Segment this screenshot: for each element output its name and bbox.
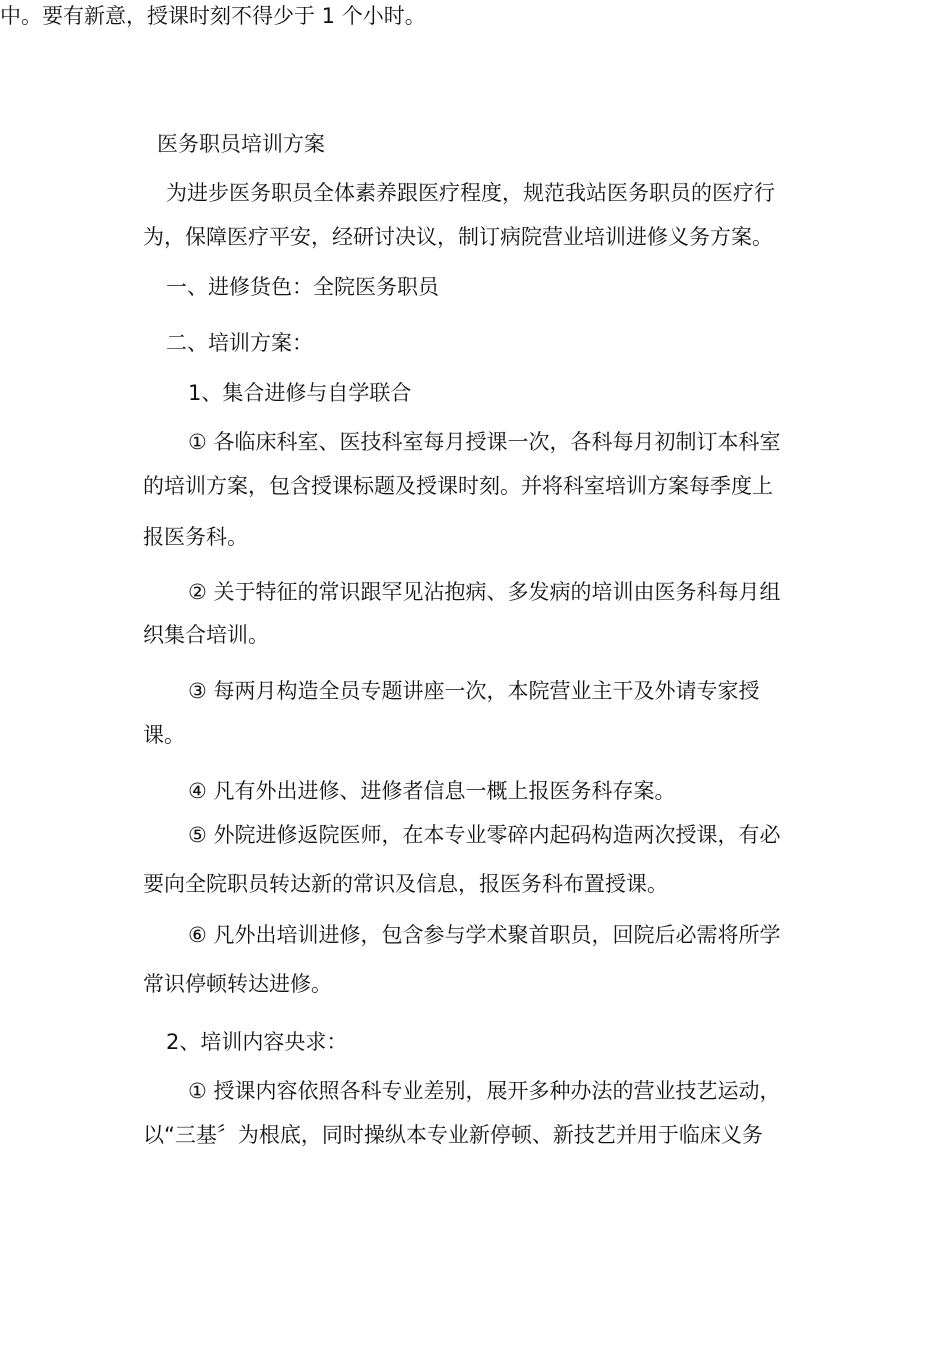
item-3-line-1: ③ 每两月构造全员专题讲座一次，本院营业主干及外请专家授 bbox=[188, 679, 760, 703]
intro-line-1: 为进步医务职员全体素养跟医疗程度，规范我站医务职员的医疗行 bbox=[166, 181, 775, 205]
item-1-line-3: 报医务科。 bbox=[143, 525, 248, 549]
doc-title: 医务职员培训方案 bbox=[157, 132, 325, 156]
item-1-line-1: ① 各临床科室、医技科室每月授课一次，各科每月初制订本科室 bbox=[188, 430, 781, 454]
item-6-line-2: 常识停顿转达进修。 bbox=[143, 972, 332, 996]
item-2-line-2: 织集合培训。 bbox=[143, 623, 269, 647]
item-7-line-2: 以“三基〞为根底，同时操纵本专业新停顿、新技艺并用于临床义务 bbox=[143, 1123, 763, 1147]
item-5-line-1: ⑤ 外院进修返院医师，在本专业零碎内起码构造两次授课，有必 bbox=[188, 823, 781, 847]
item-2-line-1: ② 关于特征的常识跟罕见沾抱病、多发病的培训由医务科每月组 bbox=[188, 580, 781, 604]
item-3-line-2: 课。 bbox=[143, 723, 185, 747]
subsection-heading-1: 1、集合进修与自学联合 bbox=[188, 381, 412, 405]
section-heading-1: 一、进修货色：全院医务职员 bbox=[166, 275, 439, 299]
item-7-line-1: ① 授课内容依照各科专业差别，展开多种办法的营业技艺运动， bbox=[188, 1079, 781, 1103]
intro-line-2: 为，保障医疗平安，经研讨决议，制订病院营业培训进修义务方案。 bbox=[143, 225, 773, 249]
item-1-line-2: 的培训方案，包含授课标题及授课时刻。并将科室培训方案每季度上 bbox=[143, 474, 773, 498]
item-4-line-1: ④ 凡有外出进修、进修者信息一概上报医务科存案。 bbox=[188, 779, 676, 803]
section-heading-2: 二、培训方案： bbox=[166, 331, 313, 355]
top-line: 中。要有新意，授课时刻不得少于 1 个小时。 bbox=[0, 4, 426, 28]
item-6-line-1: ⑥ 凡外出培训进修，包含参与学术聚首职员，回院后必需将所学 bbox=[188, 923, 781, 947]
item-5-line-2: 要向全院职员转达新的常识及信息，报医务科布置授课。 bbox=[143, 872, 668, 896]
subsection-heading-2: 2、培训内容央求： bbox=[166, 1030, 348, 1054]
